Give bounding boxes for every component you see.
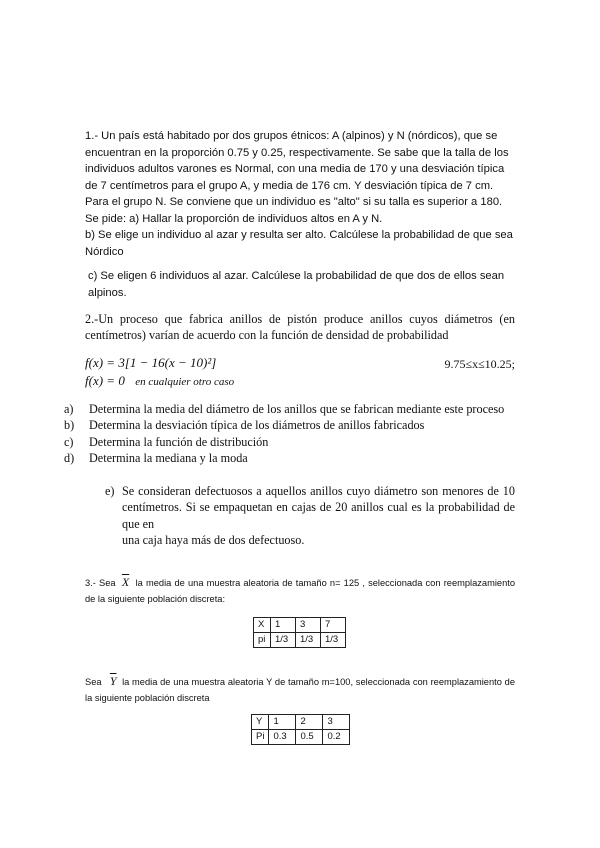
list-item	[64, 417, 524, 433]
table-cell: Pi	[252, 730, 269, 745]
problem-3-lead: 3.- Sea	[85, 578, 116, 588]
table-row	[254, 633, 346, 648]
formula-otherwise: en cualquier otro caso	[135, 376, 235, 388]
problem-1-part-b: b) Se elige un individuo al azar y resulta ser alto. Calcúlese la probabilidad de que sea Nórdico	[85, 229, 513, 258]
formula-line-2	[85, 372, 234, 390]
table-cell: 3	[296, 618, 321, 633]
table-cell: 1/3	[296, 633, 321, 648]
problem-3-text: la media de una muestra aleatoria de tamaño n= 125 , seleccionada con reemplazamiento de la siguiente población discreta:	[85, 578, 516, 604]
list-item	[64, 450, 524, 466]
problem-2-item-e	[105, 483, 515, 549]
density-formula	[85, 355, 515, 391]
population-x-table	[253, 617, 346, 648]
table-cell: Y	[252, 715, 269, 730]
table-cell: 1/3	[271, 633, 296, 648]
table-cell: 3	[323, 715, 350, 730]
table-cell: X	[254, 618, 271, 633]
formula-line-1: f(x) = 3[1 − 16(x − 10)²]	[85, 355, 217, 370]
formula-range: 9.75≤x≤10.25;	[444, 357, 515, 371]
population-y-table	[251, 714, 350, 745]
list-item	[64, 434, 524, 450]
list-text: Se consideran defectuosos a aquellos anillos cuyo diámetro son menores de 10 centímetros. Si se empaquetan en cajas de 20 anillos cual es la probabilidad de que en	[122, 484, 515, 531]
table-cell: 0.5	[296, 730, 323, 745]
table-cell: 7	[321, 618, 346, 633]
list-marker: d)	[64, 451, 75, 466]
problem-2-items	[64, 401, 524, 467]
table-cell: pi	[254, 633, 271, 648]
table-row	[252, 715, 350, 730]
problem-3-statement-2	[85, 673, 515, 706]
problem-3-lead: Sea	[85, 677, 102, 687]
list-marker: b)	[64, 418, 75, 433]
list-item	[105, 483, 515, 532]
problem-1-statement: 1.- Un país está habitado por dos grupos étnicos: A (alpinos) y N (nórdicos), que se encuentran en la proporción 0.75 y 0.25, respectivamente. Se sabe que la talla de los individuos adultos varones es Normal, con una media de 170 y una desviación típica de 7 centímetros para el grupo A, y media de 176 cm. Y desviación típica de 7 cm. Para el grupo N. Se conviene que un individuo es "alto" si su talla es superior a 180. Se pide: a) Hallar la proporción de individuos altos en A y N.	[85, 130, 509, 225]
problem-3-text: la media de una muestra aleatoria Y de tamaño m=100, seleccionada con reemplazamiento de la siguiente población discreta	[85, 677, 516, 703]
list-text: Determina la media del diámetro de los anillos que se fabrican mediante este proceso	[89, 402, 505, 416]
table-row	[252, 730, 350, 745]
table-cell: 1	[269, 715, 296, 730]
table-cell: 0.2	[323, 730, 350, 745]
list-text: Determina la desviación típica de los diámetros de anillos fabricados	[89, 418, 425, 433]
table-cell: 2	[296, 715, 323, 730]
table-cell: 0.3	[269, 730, 296, 745]
x-bar-symbol: $\overline{X}$	[121, 575, 130, 589]
list-marker: a)	[64, 402, 74, 416]
table-cell: 1/3	[321, 633, 346, 648]
list-marker: e)	[105, 484, 115, 498]
problem-2-intro: 2.-Un proceso que fabrica anillos de pistón produce anillos cuyos diámetros (en centímetros) varían de acuerdo con la función de densidad de probabilidad	[85, 312, 515, 343]
list-text-continuation: una caja haya más de dos defectuoso.	[122, 533, 305, 548]
list-item	[64, 401, 524, 417]
problem-1-part-c: c) Se eligen 6 individuos al azar. Calcúlese la probabilidad de que dos de ellos sean alpinos.	[88, 270, 505, 299]
table-row	[254, 618, 346, 633]
list-text: Determina la mediana y la moda	[89, 451, 248, 466]
list-text: Determina la función de distribución	[89, 434, 269, 449]
formula-zero: f(x) = 0	[85, 373, 125, 388]
table-cell: 1	[271, 618, 296, 633]
y-bar-symbol: $\overline{Y}$	[109, 674, 117, 688]
problem-3-statement-1	[85, 574, 515, 607]
list-marker: c)	[64, 434, 74, 449]
